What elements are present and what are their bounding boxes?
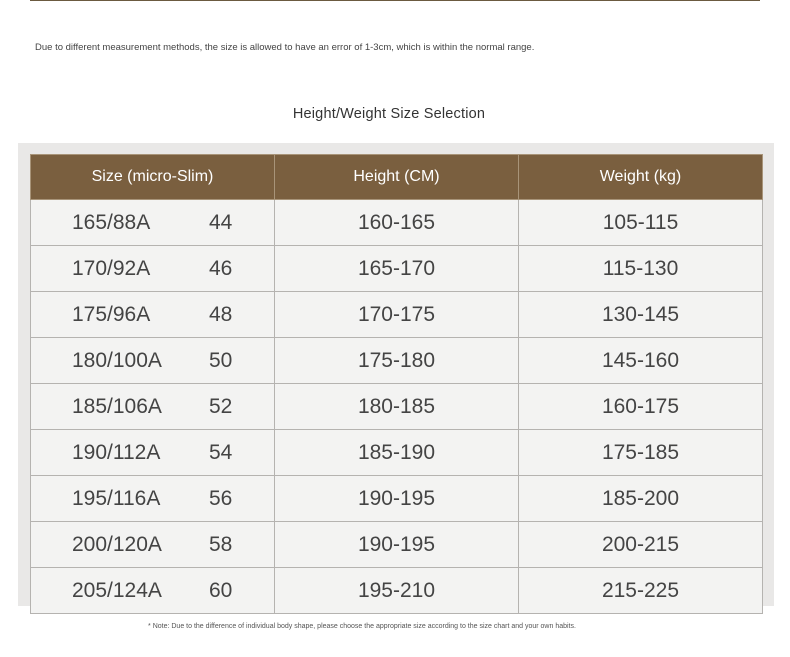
table-row: [31, 246, 763, 292]
height-cell: 195-210: [275, 568, 519, 614]
table-row: [31, 338, 763, 384]
height-cell: 180-185: [275, 384, 519, 430]
table-row: [31, 522, 763, 568]
weight-cell: 175-185: [519, 430, 763, 476]
height-cell: 160-165: [275, 200, 519, 246]
eu-size-value: 54: [209, 440, 233, 464]
table-row: [31, 476, 763, 522]
table-row: [31, 292, 763, 338]
size-value: 195/116A: [72, 486, 161, 510]
eu-size-value: 56: [209, 486, 233, 510]
section-title: Height/Weight Size Selection: [292, 106, 486, 122]
height-cell: 190-195: [275, 476, 519, 522]
weight-cell: 145-160: [519, 338, 763, 384]
table-row: [31, 430, 763, 476]
weight-cell: 160-175: [519, 384, 763, 430]
weight-cell: 200-215: [519, 522, 763, 568]
size-cell: [31, 430, 275, 476]
size-chart-table: [30, 154, 763, 614]
size-cell: [31, 568, 275, 614]
top-divider: [30, 0, 760, 1]
size-value: 190/112A: [72, 440, 161, 464]
size-value: 185/106A: [72, 394, 162, 418]
size-cell: [31, 292, 275, 338]
table-header-row: [31, 155, 763, 200]
size-cell: [31, 200, 275, 246]
height-cell: 170-175: [275, 292, 519, 338]
size-value: 165/88A: [72, 210, 151, 234]
height-cell: 190-195: [275, 522, 519, 568]
size-value: 200/120A: [72, 532, 162, 556]
weight-cell: 185-200: [519, 476, 763, 522]
eu-size-value: 44: [209, 210, 233, 234]
size-value: 175/96A: [72, 302, 151, 326]
eu-size-value: 48: [209, 302, 233, 326]
size-cell: [31, 476, 275, 522]
size-value: 170/92A: [72, 256, 151, 280]
eu-size-value: 60: [209, 578, 233, 602]
weight-cell: 130-145: [519, 292, 763, 338]
height-cell: 175-180: [275, 338, 519, 384]
size-cell: [31, 384, 275, 430]
height-cell: 165-170: [275, 246, 519, 292]
measurement-disclaimer: Due to different measurement methods, the size is allowed to have an error of 1-3cm, which is within the normal range.: [35, 42, 535, 53]
header-size: Size (micro-Slim): [31, 155, 275, 200]
eu-size-value: 46: [209, 256, 233, 280]
size-value: 205/124A: [72, 578, 162, 602]
eu-size-value: 50: [209, 348, 233, 372]
table-row: [31, 568, 763, 614]
table-row: [31, 200, 763, 246]
eu-size-value: 52: [209, 394, 233, 418]
size-value: 180/100A: [72, 348, 162, 372]
header-weight: Weight (kg): [519, 155, 763, 200]
header-height: Height (CM): [275, 155, 519, 200]
weight-cell: 215-225: [519, 568, 763, 614]
size-cell: [31, 246, 275, 292]
weight-cell: 115-130: [519, 246, 763, 292]
size-cell: [31, 338, 275, 384]
eu-size-value: 58: [209, 532, 233, 556]
size-note: * Note: Due to the difference of individual body shape, please choose the appropriate size according to the size chart and your own habits.: [148, 623, 576, 630]
weight-cell: 105-115: [519, 200, 763, 246]
height-cell: 185-190: [275, 430, 519, 476]
size-cell: [31, 522, 275, 568]
table-row: [31, 384, 763, 430]
